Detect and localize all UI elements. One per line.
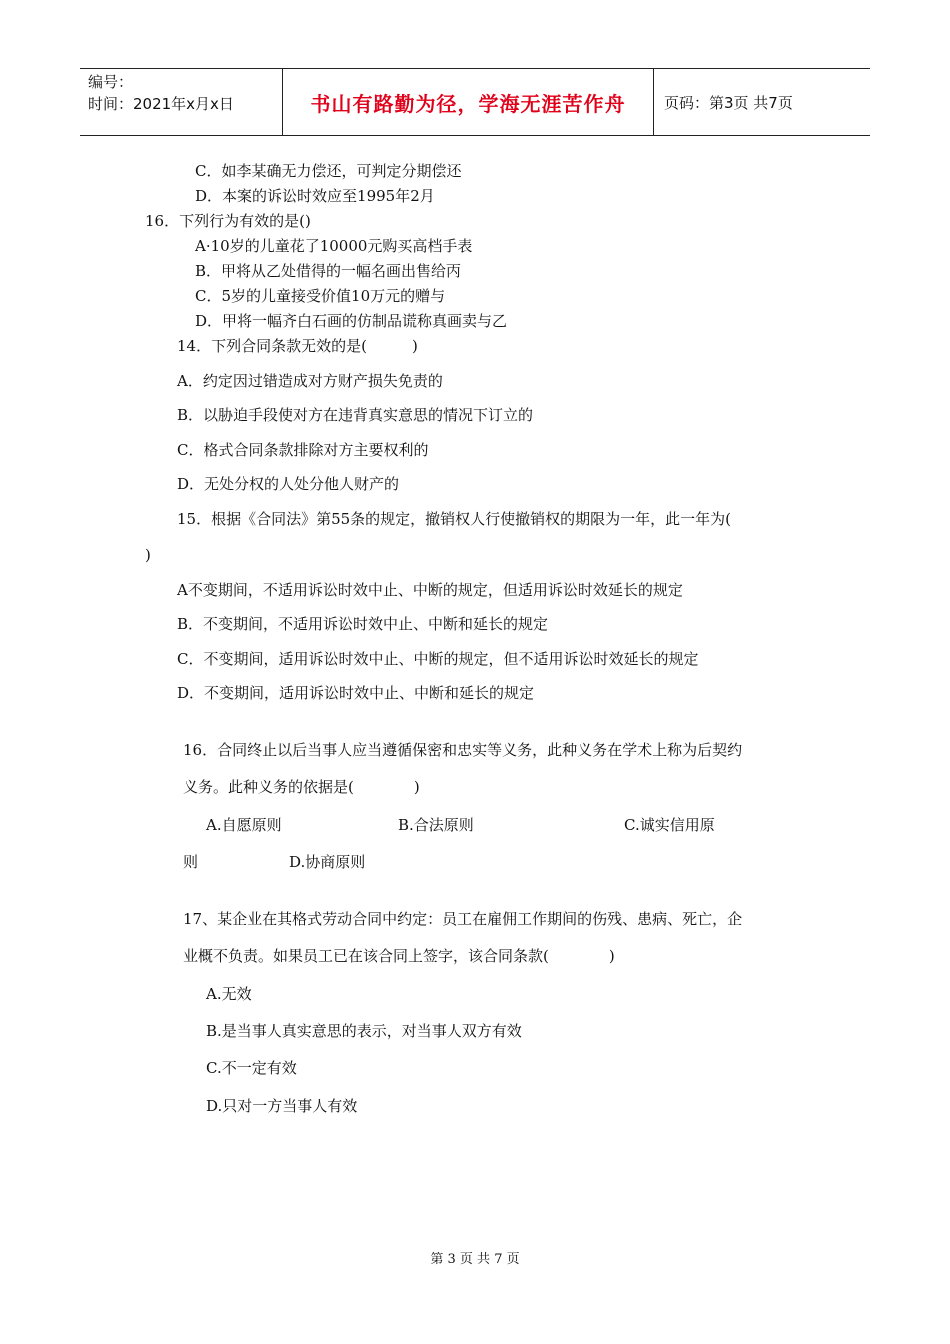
option-line: D．甲将一幅齐白石画的仿制品谎称真画卖与乙 <box>195 312 508 330</box>
document-time: 时间：2021年x月x日 <box>88 95 234 113</box>
option-line: A不变期间，不适用诉讼时效中止、中断的规定，但适用诉讼时效延长的规定 <box>177 581 683 599</box>
option-line: B．甲将从乙处借得的一幅名画出售给丙 <box>195 262 462 280</box>
option-line: C．如李某确无力偿还，可判定分期偿还 <box>195 162 462 180</box>
option-line: B.合法原则 <box>398 816 474 834</box>
page-header <box>80 68 870 136</box>
option-line: D.只对一方当事人有效 <box>206 1097 358 1115</box>
option-line: B．以胁迫手段使对方在违背真实意思的情况下订立的 <box>177 406 534 424</box>
page-footer: 第 3 页 共 7 页 <box>430 1252 520 1267</box>
question-line: 义务。此种义务的依据是( ) <box>183 778 420 796</box>
option-line: C．格式合同条款排除对方主要权利的 <box>177 441 429 459</box>
question-line: 16．合同终止以后当事人应当遵循保密和忠实等义务，此种义务在学术上称为后契约 <box>183 741 743 759</box>
header-motto: 书山有路勤为径，学海无涯苦作舟 <box>310 91 626 116</box>
header-motto-cell <box>282 69 654 135</box>
option-line: C.不一定有效 <box>206 1059 297 1077</box>
option-line: A.无效 <box>206 985 252 1003</box>
option-line: A·10岁的儿童花了10000元购买高档手表 <box>195 237 473 255</box>
question-line: 16．下列行为有效的是() <box>145 212 311 230</box>
option-line: 则 <box>183 853 199 871</box>
question-line: 14．下列合同条款无效的是( ) <box>177 337 418 355</box>
option-line: D.协商原则 <box>289 853 366 871</box>
option-line: D．不变期间，适用诉讼时效中止、中断和延长的规定 <box>177 684 535 702</box>
option-line: D．无处分权的人处分他人财产的 <box>177 475 400 493</box>
option-line: C．不变期间，适用诉讼时效中止、中断的规定，但不适用诉讼时效延长的规定 <box>177 650 699 668</box>
header-page-info: 页码：第3页 共7页 <box>664 93 793 112</box>
option-line: B．不变期间，不适用诉讼时效中止、中断和延长的规定 <box>177 615 549 633</box>
question-line: 15．根据《合同法》第55条的规定，撤销权人行使撤销权的期限为一年，此一年为( <box>177 510 732 528</box>
option-line: B.是当事人真实意思的表示，对当事人双方有效 <box>206 1022 522 1040</box>
document-number-label: 编号： <box>88 73 134 91</box>
header-meta <box>80 69 282 135</box>
option-line: C．5岁的儿童接受价值10万元的赠与 <box>195 287 446 305</box>
question-line: 17、某企业在其格式劳动合同中约定：员工在雇佣工作期间的伤残、患病、死亡，企 <box>183 910 743 928</box>
option-line: A．约定因过错造成对方财产损失免责的 <box>177 372 443 390</box>
option-line: A.自愿原则 <box>206 816 282 834</box>
question-line: 业概不负责。如果员工已在该合同上签字，该合同条款( ) <box>183 947 615 965</box>
option-line: D．本案的诉讼时效应至1995年2月 <box>195 187 435 205</box>
question-line: ) <box>145 546 151 564</box>
option-line: C.诚实信用原 <box>624 816 715 834</box>
